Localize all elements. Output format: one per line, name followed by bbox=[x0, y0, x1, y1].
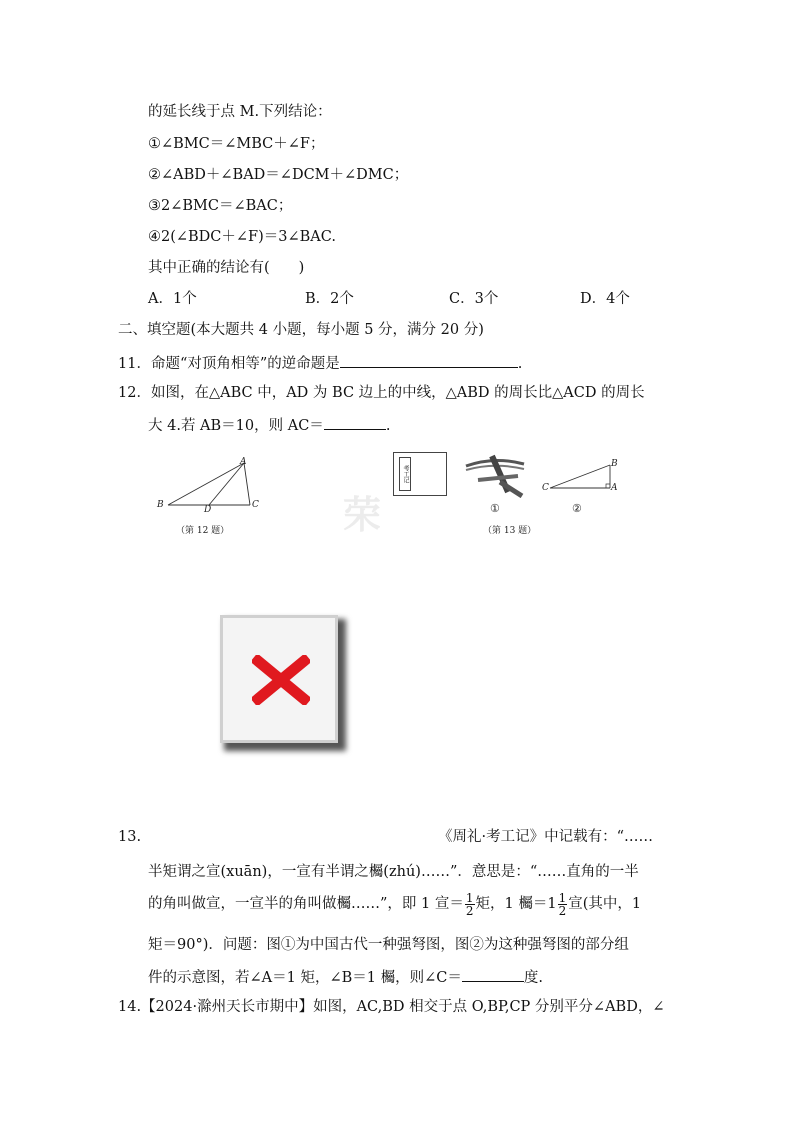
watermark: 荣 bbox=[343, 493, 382, 537]
fraction-half-1 bbox=[465, 892, 475, 917]
q13-line5-b: 度. bbox=[523, 970, 543, 986]
q13-number: 13. bbox=[118, 829, 142, 845]
q11-line bbox=[118, 352, 522, 374]
q11-end: . bbox=[517, 356, 523, 372]
q10-line0: 的延长线于点 M.下列结论： bbox=[148, 104, 332, 120]
fig13-label-1: ① bbox=[490, 502, 500, 515]
q13-line5 bbox=[148, 966, 543, 988]
q13-line2: 半矩谓之宣(xuān)，一宣有半谓之欘(zhú)……”．意思是：“……直角的一半 bbox=[148, 864, 639, 880]
q13-line3-a: 的角叫做宣，一宣半的角叫做欘……”，即 1 宣＝ bbox=[148, 896, 464, 912]
fraction-half-2-den: 2 bbox=[558, 903, 567, 918]
crossbow-icon bbox=[464, 452, 528, 498]
q13-line3-c: 宣(其中，1 bbox=[568, 896, 642, 912]
q10-statement-1: ①∠BMC＝∠MBC＋∠F； bbox=[148, 136, 325, 152]
q12-answer-blank[interactable] bbox=[324, 414, 386, 430]
fraction-half-2 bbox=[558, 892, 568, 917]
q14-line: 14.【2024·滁州天长市期中】如图，AC,BD 相交于点 O,BP,CP 分别平分∠ABD，∠ bbox=[118, 999, 665, 1015]
fig12-caption: （第 12 题） bbox=[176, 526, 230, 536]
q10-question: 其中正确的结论有( ) bbox=[148, 260, 305, 276]
broken-image-icon bbox=[252, 655, 310, 705]
q12-line2 bbox=[148, 414, 390, 436]
fraction-half-1-num: 1 bbox=[465, 890, 474, 905]
q10-option-d: D．4个 bbox=[580, 291, 630, 307]
q12-line1: 12．如图，在△ABC 中，AD 为 BC 边上的中线，△ABD 的周长比△ACD 的周长 bbox=[118, 385, 645, 401]
fraction-half-2-num: 1 bbox=[558, 890, 567, 905]
q13-line5-a: 件的示意图，若∠A＝1 矩，∠B＝1 欘，则∠C＝ bbox=[148, 970, 462, 986]
q10-option-b: B．2个 bbox=[305, 291, 354, 307]
q13-line3 bbox=[148, 889, 641, 919]
fig13-label-b: B bbox=[611, 459, 618, 469]
section-heading: 二、填空题(本大题共 4 小题，每小题 5 分，满分 20 分) bbox=[118, 322, 484, 338]
broken-image-placeholder bbox=[220, 615, 348, 753]
fig12-label-b: B bbox=[157, 500, 164, 510]
fig13-label-a: A bbox=[611, 483, 618, 493]
fraction-half-1-den: 2 bbox=[465, 903, 474, 918]
q10-statement-3: ③2∠BMC＝∠BAC； bbox=[148, 198, 293, 214]
fig12-label-a: A bbox=[240, 457, 247, 467]
q10-option-c: C．3个 bbox=[449, 291, 499, 307]
figure-13-triangle bbox=[540, 455, 620, 495]
q13-line4: 矩＝90°)．问题：图①为中国古代一种强弩图，图②为这种强弩图的部分组 bbox=[148, 937, 629, 953]
fig13-book-title: 考工记 bbox=[399, 457, 411, 491]
fig13-label-c: C bbox=[542, 483, 549, 493]
q13-head: 《周礼·考工记》中记载有：“…… bbox=[438, 829, 654, 845]
fig12-label-d: D bbox=[204, 505, 212, 515]
q11-answer-blank[interactable] bbox=[340, 352, 518, 368]
q13-answer-blank[interactable] bbox=[462, 966, 524, 982]
q12-end: . bbox=[385, 418, 391, 434]
q12-text: 大 4.若 AB＝10，则 AC＝ bbox=[148, 418, 324, 434]
fig12-label-c: C bbox=[252, 500, 259, 510]
fig13-book-image bbox=[393, 452, 447, 496]
q10-statement-4: ④2(∠BDC＋∠F)＝3∠BAC. bbox=[148, 229, 336, 245]
fig13-caption: （第 13 题） bbox=[483, 526, 537, 536]
fig13-label-2: ② bbox=[572, 502, 582, 515]
q13-line3-b: 矩，1 欘＝1 bbox=[475, 896, 557, 912]
q10-statement-2: ②∠ABD＋∠BAD＝∠DCM＋∠DMC； bbox=[148, 167, 409, 183]
q11-text: 11．命题“对顶角相等”的逆命题是 bbox=[118, 356, 340, 372]
q10-option-a: A．1个 bbox=[148, 291, 197, 307]
